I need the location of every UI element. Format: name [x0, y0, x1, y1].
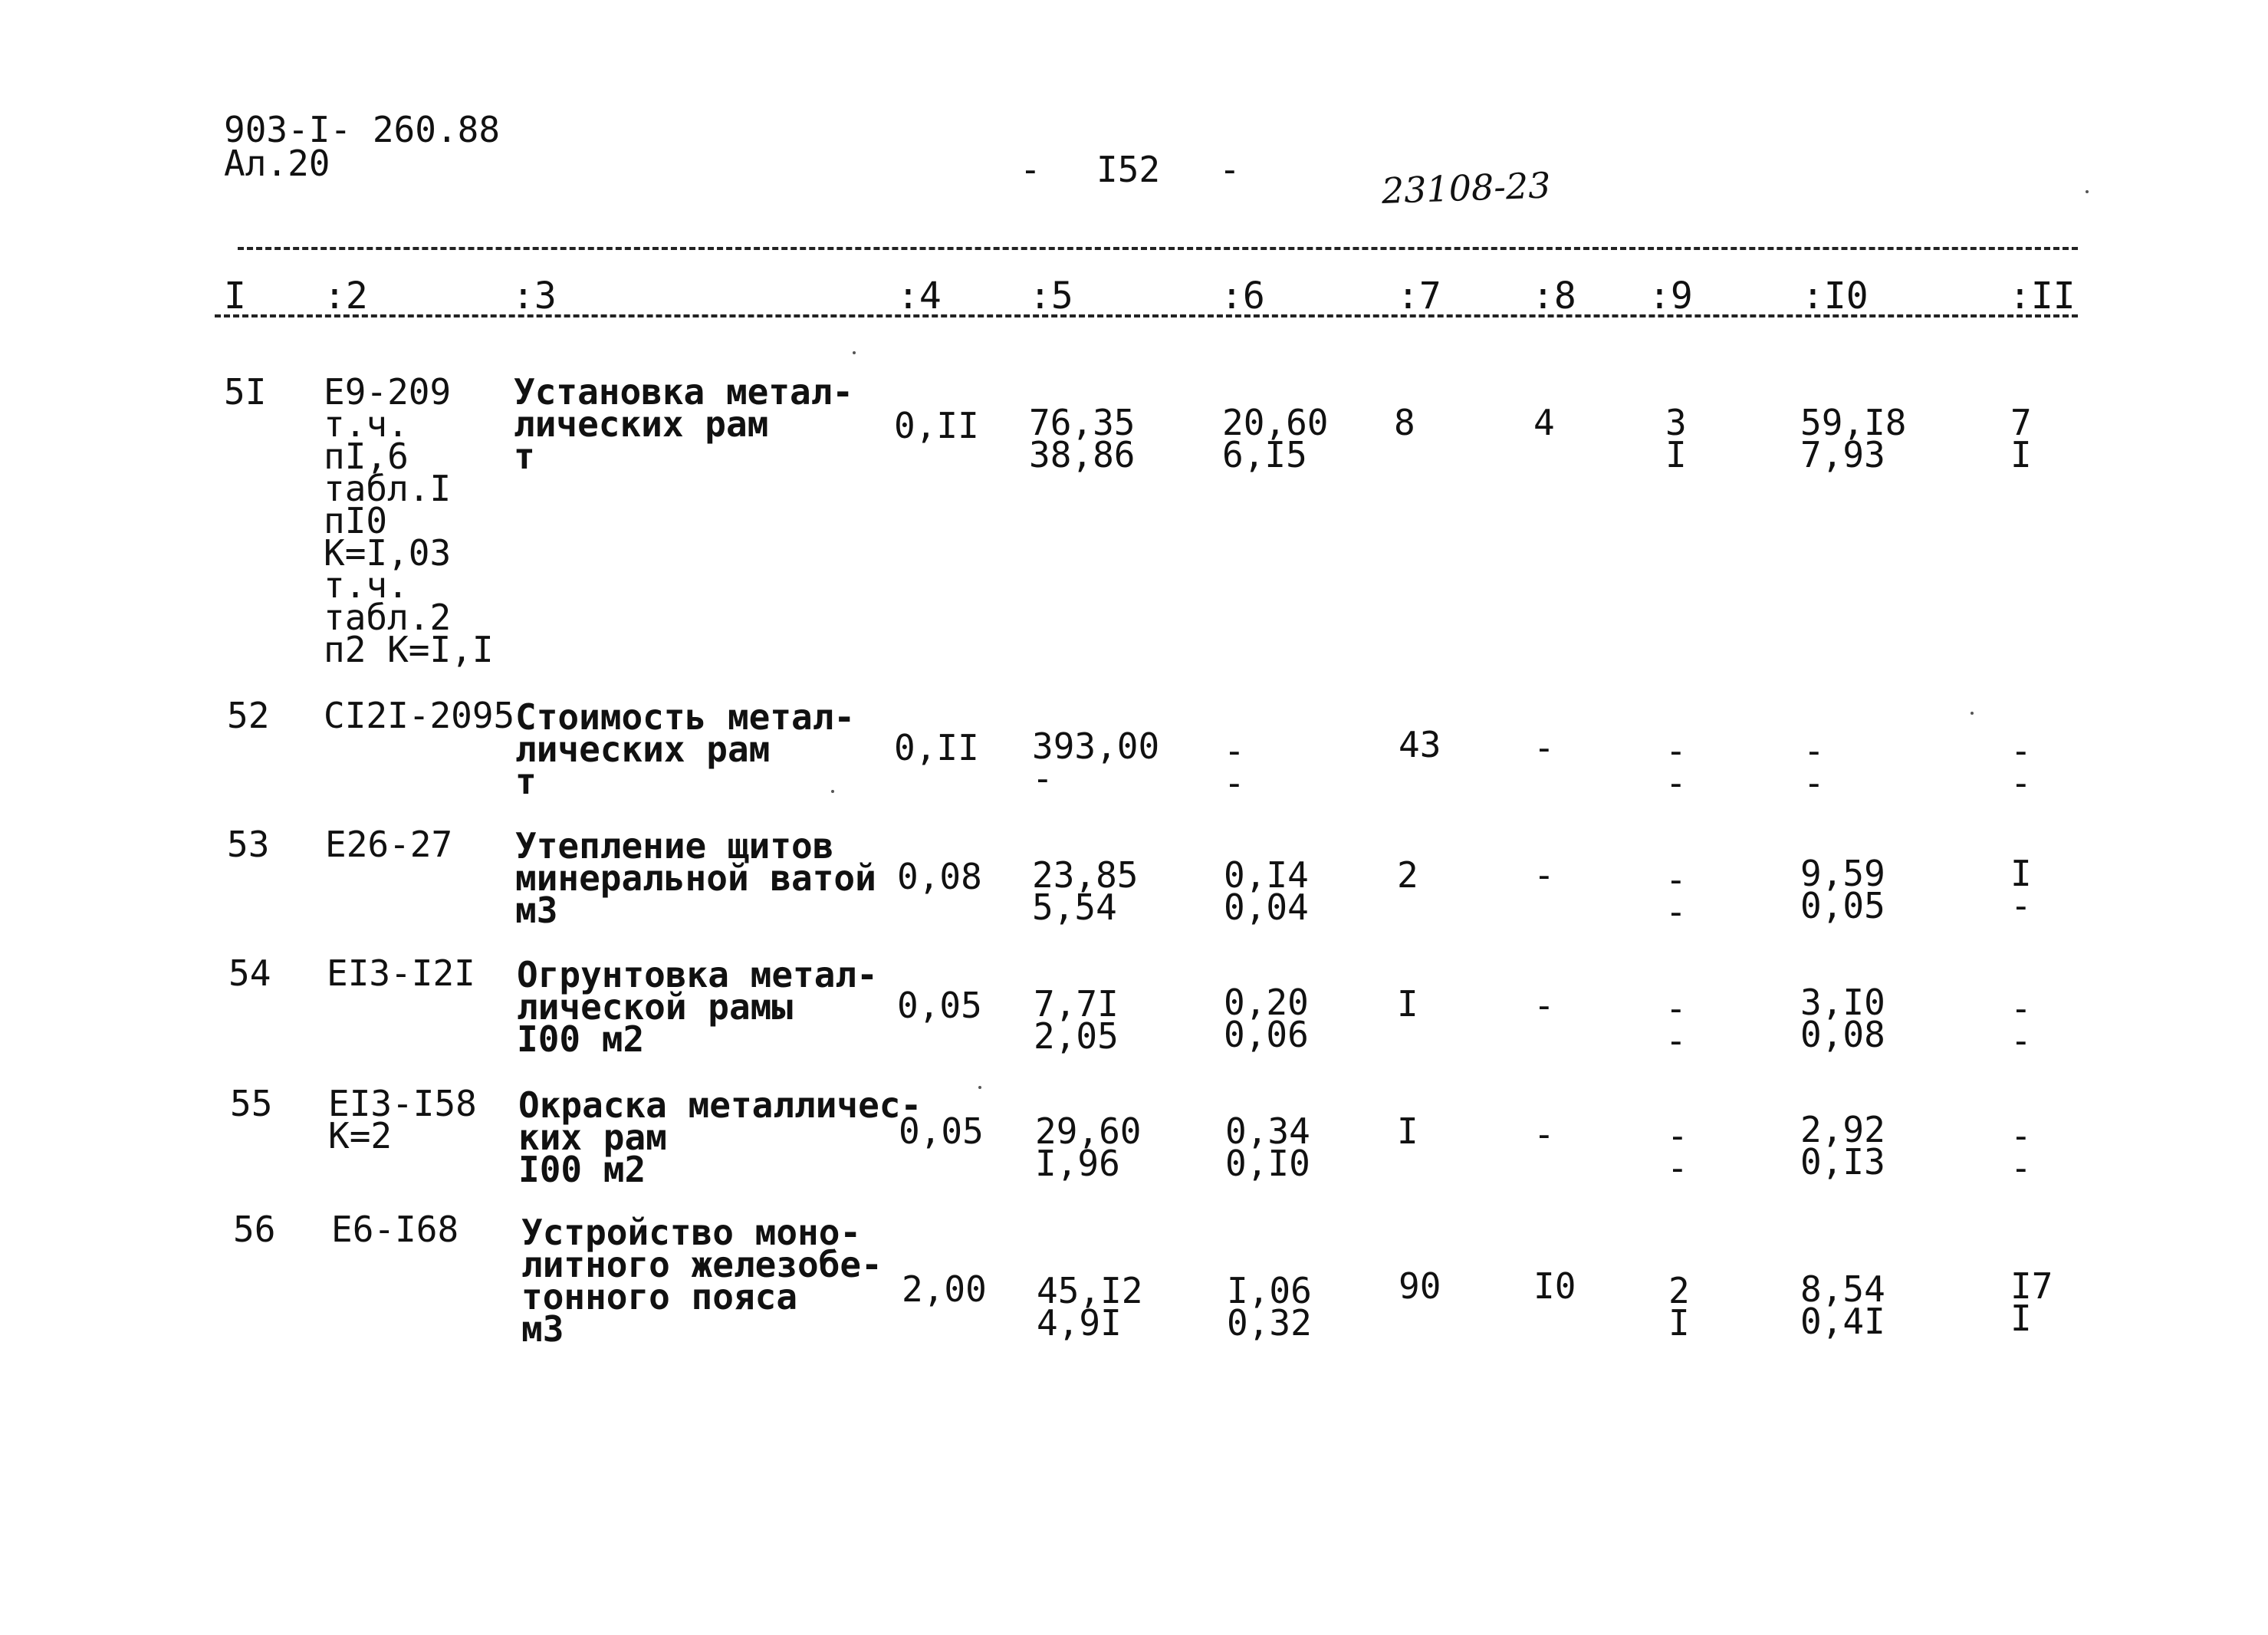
row-code: ЕI3-I2I	[327, 952, 475, 994]
row-code: ЕI3-I58 К=2	[328, 1083, 477, 1156]
row-col8: -	[1533, 727, 1555, 768]
row-col11: - -	[2010, 988, 2032, 1061]
row-col5: 393,00 -	[1032, 725, 1160, 799]
row-name: Установка метал- лических рам т	[514, 371, 854, 477]
row-code: Е26-27	[325, 824, 453, 865]
row-col7: 90	[1399, 1265, 1441, 1307]
row-col8: I0	[1533, 1265, 1576, 1307]
row-col10: 8,54 0,4I	[1800, 1268, 1885, 1342]
row-col5: 23,85 5,54	[1032, 854, 1139, 928]
row-col9: - -	[1665, 730, 1687, 804]
row-col9: 3 I	[1665, 402, 1687, 475]
scan-speck	[978, 1086, 981, 1089]
row-col6: 0,34 0,I0	[1225, 1110, 1310, 1184]
column-header-5: :5	[1029, 275, 1073, 317]
column-header-9: :9	[1648, 275, 1693, 317]
scan-speck	[2086, 190, 2089, 193]
row-col7: I	[1397, 983, 1418, 1025]
column-header-2: :2	[324, 275, 368, 317]
column-header-11: :II	[2009, 275, 2076, 317]
row-number: 52	[227, 695, 270, 736]
row-code: Е9-209 т.ч. пI,6 табл.I пI0 К=I,03 т.ч. табл.2 п2 К=I,I	[324, 371, 494, 670]
row-col11: 7 I	[2010, 402, 2032, 475]
row-name: Окраска металличес- ких рам I00 м2	[518, 1084, 922, 1190]
row-col6: I,06 0,32	[1227, 1270, 1312, 1344]
row-col6: 20,60 6,I5	[1222, 402, 1329, 475]
row-col10: 3,I0 0,08	[1800, 982, 1885, 1055]
document-code: 903-I- 260.88	[224, 109, 501, 150]
page-number: I52	[1096, 149, 1161, 190]
row-quantity: 0,05	[897, 985, 982, 1026]
column-header-7: :7	[1397, 275, 1441, 317]
row-col10: - -	[1803, 730, 1825, 804]
row-col9: - -	[1665, 988, 1687, 1061]
row-col11: I7 I	[2010, 1265, 2053, 1339]
row-col9: - -	[1667, 1115, 1688, 1189]
top-dashed-rule	[238, 247, 2078, 250]
row-col6: 0,I4 0,04	[1224, 854, 1309, 928]
row-number: 53	[227, 824, 270, 865]
row-number: 54	[228, 952, 271, 994]
row-col8: 4	[1533, 402, 1555, 443]
row-col10: 9,59 0,05	[1800, 853, 1885, 926]
row-quantity: 2,00	[902, 1268, 987, 1310]
row-name: Устройство моно- литного железобе- тонного пояса м3	[521, 1212, 883, 1350]
column-header-3: :3	[512, 275, 557, 317]
row-col9: 2 I	[1668, 1270, 1690, 1344]
column-header-1: I	[224, 275, 246, 317]
row-name: Огрунтовка метал- лической рамы I00 м2	[517, 954, 878, 1060]
row-quantity: 0,08	[897, 856, 982, 897]
scan-speck	[831, 790, 834, 793]
row-col10: 2,92 0,I3	[1800, 1109, 1885, 1183]
handwritten-number: 23108-23	[1381, 164, 1552, 212]
row-col8: -	[1533, 1114, 1555, 1155]
row-quantity: 0,II	[894, 727, 979, 768]
row-col5: 76,35 38,86	[1029, 402, 1136, 475]
row-col7: 2	[1397, 854, 1418, 896]
row-col7: 8	[1394, 402, 1415, 443]
row-code: СI2I-2095	[324, 695, 515, 736]
row-quantity: 0,05	[899, 1110, 984, 1152]
page-dash-left: -	[1020, 149, 1041, 190]
row-col11: - -	[2010, 1115, 2032, 1189]
row-col8: -	[1533, 854, 1555, 896]
header-dashed-rule	[215, 314, 2078, 317]
scan-speck	[853, 351, 856, 354]
column-header-6: :6	[1221, 275, 1265, 317]
row-col5: 7,7I 2,05	[1034, 983, 1119, 1057]
sheet-label: Ал.20	[224, 143, 330, 184]
row-col6: 0,20 0,06	[1224, 982, 1309, 1055]
row-col7: I	[1397, 1110, 1418, 1152]
page-dash-right: -	[1219, 149, 1241, 190]
scan-speck	[1971, 712, 1974, 715]
column-header-10: :I0	[1802, 275, 1869, 317]
row-code: Е6-I68	[331, 1209, 459, 1250]
row-name: Стоимость метал- лических рам т	[515, 696, 856, 802]
row-col9: - -	[1665, 859, 1687, 933]
row-col5: 45,I2 4,9I	[1037, 1270, 1143, 1344]
row-col5: 29,60 I,96	[1035, 1110, 1142, 1184]
row-col11: - -	[2010, 730, 2032, 804]
row-col10: 59,I8 7,93	[1800, 402, 1907, 475]
row-col6: - -	[1224, 730, 1245, 804]
row-name: Утепление щитов минеральной ватой м3	[515, 825, 876, 931]
column-header-4: :4	[897, 275, 942, 317]
row-col7: 43	[1399, 724, 1441, 765]
column-header-8: :8	[1532, 275, 1576, 317]
row-number: 55	[230, 1083, 273, 1124]
row-number: 56	[233, 1209, 276, 1250]
row-quantity: 0,II	[894, 405, 979, 446]
row-number: 5I	[224, 371, 267, 413]
row-col11: I -	[2010, 853, 2032, 926]
row-col8: -	[1533, 985, 1555, 1026]
